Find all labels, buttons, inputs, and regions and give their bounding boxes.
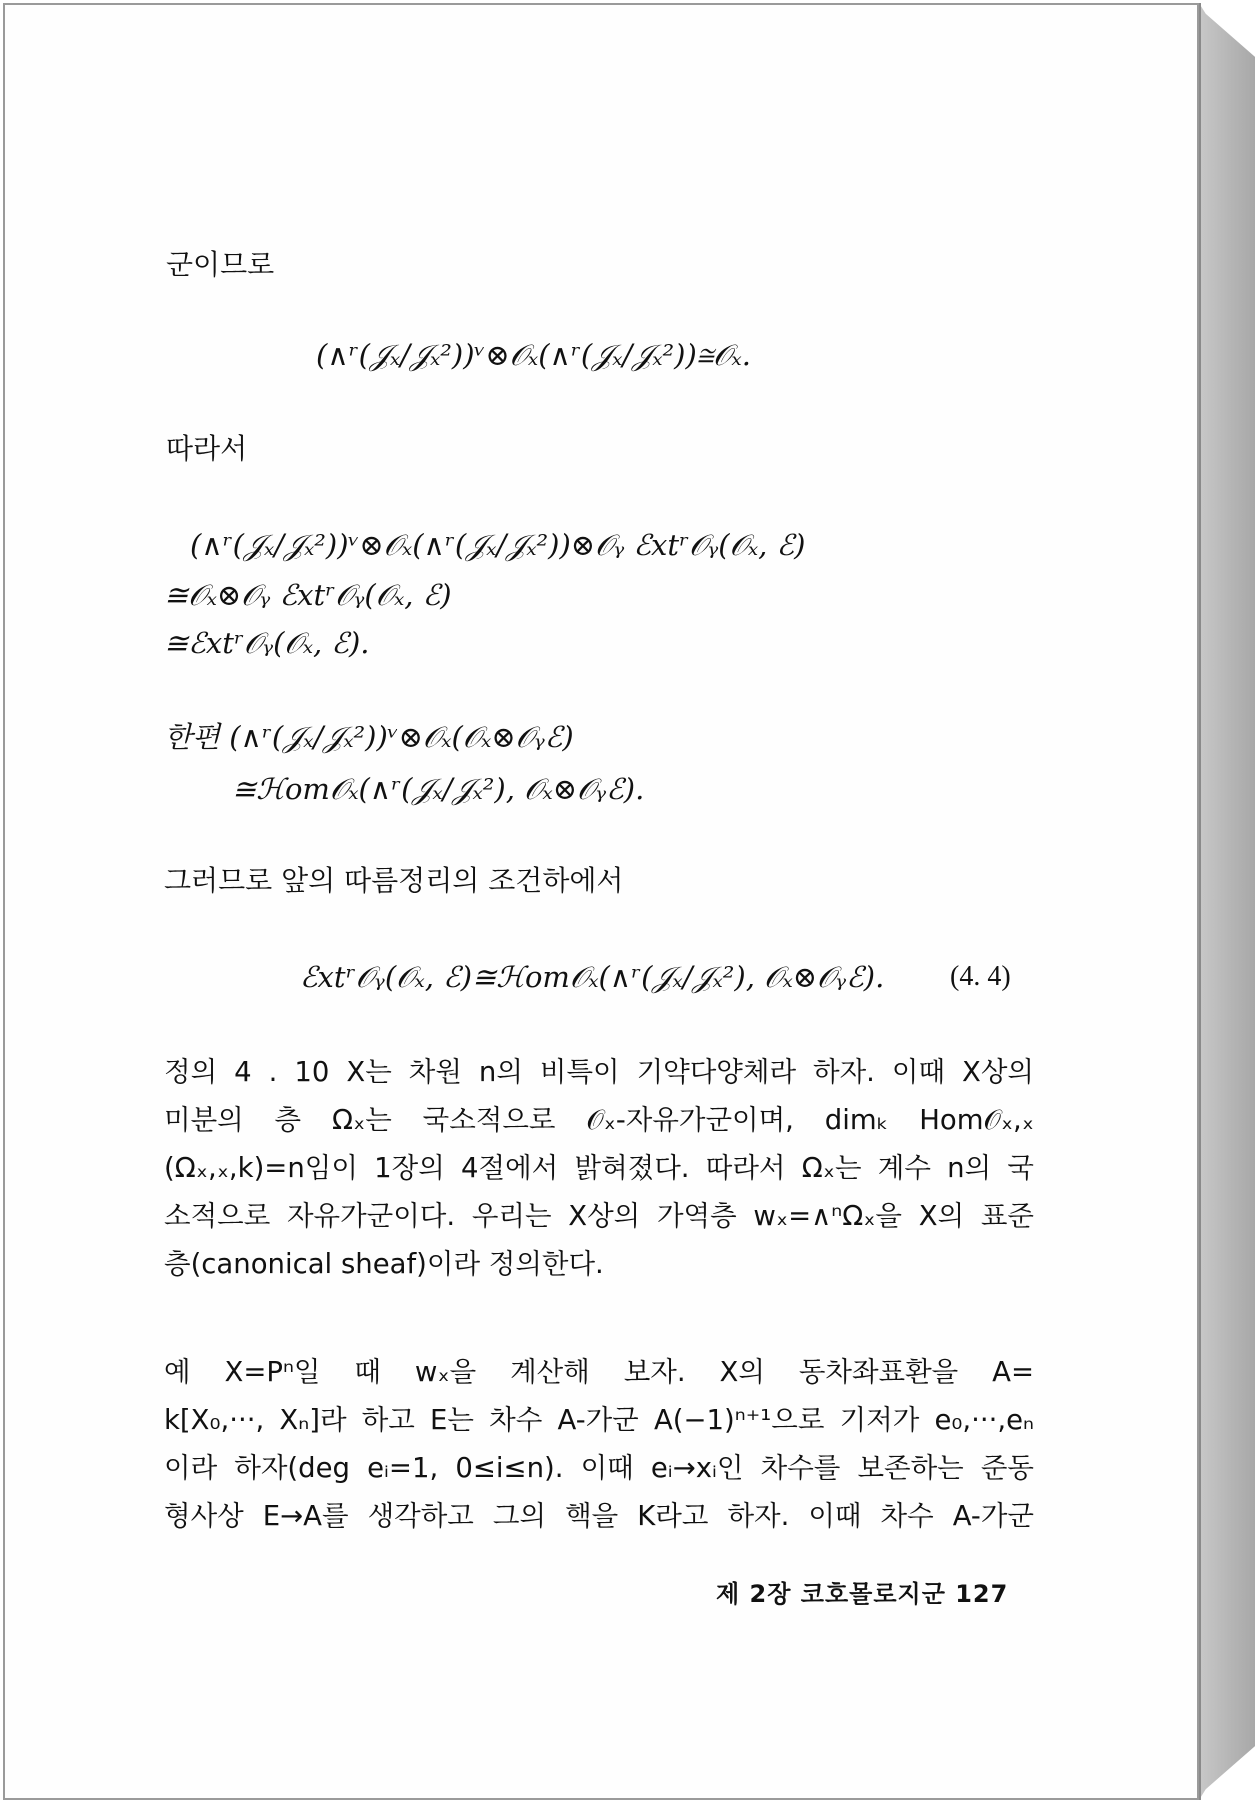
equation-2c: ≅ℰxtʳ𝒪ᵧ(𝒪ₓ, ℰ). bbox=[164, 626, 370, 660]
definition-line: (Ωₓ,ₓ,k)=n임이 1장의 4절에서 밝혀졌다. 따라서 Ωₓ는 계수 n의 국 bbox=[164, 1152, 1034, 1184]
text-hanpyeon-equation: 한편 (∧ʳ(𝒥ₓ/𝒥ₓ²))ᵛ⊗𝒪ₓ(𝒪ₓ⊗𝒪ᵧℰ) bbox=[164, 720, 574, 754]
example-line: 예 X=Pⁿ일 때 wₓ을 계산해 보자. X의 동차좌표환을 A= bbox=[164, 1356, 1034, 1388]
page-edge-shadow bbox=[1199, 3, 1255, 1800]
text-geureomeuro: 그러므로 앞의 따름정리의 조건하에서 bbox=[164, 864, 624, 897]
equation-2a: (∧ʳ(𝒥ₓ/𝒥ₓ²))ᵛ⊗𝒪ₓ(∧ʳ(𝒥ₓ/𝒥ₓ²))⊗𝒪ᵧ ℰxtʳ𝒪ᵧ(𝒪ₓ, ℰ) bbox=[190, 528, 806, 562]
text-gun-imeuro: 군이므로 bbox=[166, 248, 275, 281]
equation-1: (∧ʳ(𝒥ₓ/𝒥ₓ²))ᵛ⊗𝒪ₓ(∧ʳ(𝒥ₓ/𝒥ₓ²))≅𝒪ₓ. bbox=[316, 338, 751, 372]
example-paragraph bbox=[164, 1348, 1034, 1540]
definition-line: 소적으로 자유가군이다. 우리는 X상의 가역층 wₓ=∧ⁿΩₓ을 X의 표준 bbox=[164, 1200, 1034, 1232]
page-edge-line bbox=[1199, 3, 1201, 1800]
definition-line: 층(canonical sheaf)이라 정의한다. bbox=[164, 1248, 604, 1280]
equation-2b: ≅𝒪ₓ⊗𝒪ᵧ ℰxtʳ𝒪ᵧ(𝒪ₓ, ℰ) bbox=[164, 578, 452, 612]
example-line: k[X₀,···, Xₙ]라 하고 E는 차수 A-가군 A(−1)ⁿ⁺¹으로 기저가 e₀,···,eₙ bbox=[164, 1404, 1034, 1436]
equation-3: ≅ℋom𝒪ₓ(∧ʳ(𝒥ₓ/𝒥ₓ²), 𝒪ₓ⊗𝒪ᵧℰ). bbox=[232, 772, 645, 806]
definition-line: 정의 4 . 10 X는 차원 n의 비특이 기약다양체라 하자. 이때 X상의 bbox=[164, 1056, 1034, 1088]
equation-4: ℰxtʳ𝒪ᵧ(𝒪ₓ, ℰ)≅ℋom𝒪ₓ(∧ʳ(𝒥ₓ/𝒥ₓ²), 𝒪ₓ⊗𝒪ᵧℰ). bbox=[300, 960, 885, 994]
definition-line: 미분의 층 Ωₓ는 국소적으로 𝒪ₓ-자유가군이며, dimₖ Hom𝒪ₓ,ₓ bbox=[164, 1104, 1034, 1136]
equation-number-4-4: (4. 4) bbox=[950, 961, 1011, 992]
text-ttaraseo: 따라서 bbox=[166, 432, 248, 465]
example-line: 이라 하자(deg eᵢ=1, 0≤i≤n). 이때 eᵢ→xᵢ인 차수를 보존하는 준동 bbox=[164, 1452, 1034, 1484]
example-line: 형사상 E→A를 생각하고 그의 핵을 K라고 하자. 이때 차수 A-가군 bbox=[164, 1500, 1034, 1532]
definition-4-10 bbox=[164, 1048, 1034, 1288]
page-footer: 제 2장 코호몰로지군 127 bbox=[716, 1580, 1009, 1608]
